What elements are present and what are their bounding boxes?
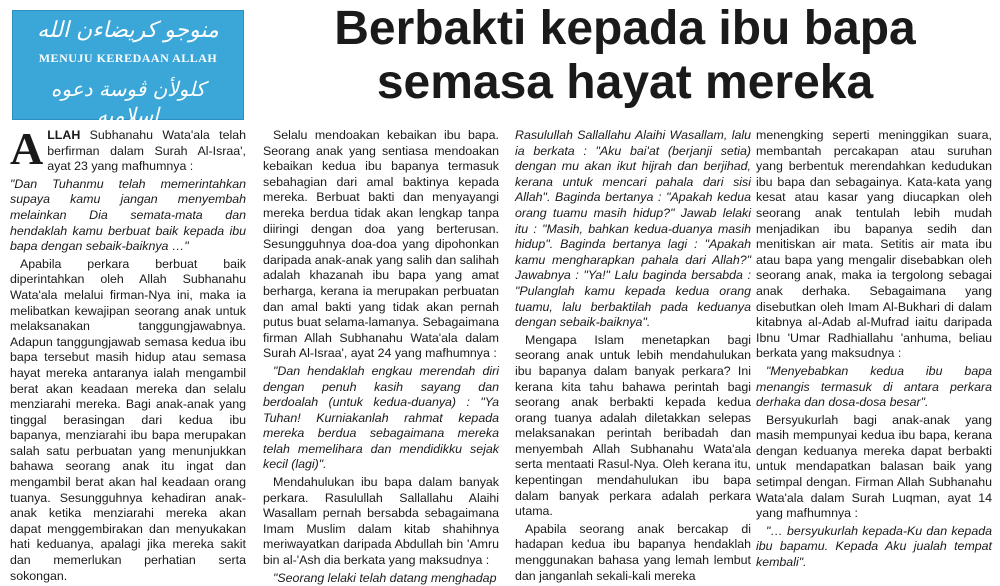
quote: "Seorang lelaki telah datang menghadap xyxy=(273,570,497,585)
quote: "Dan hendaklah engkau merendah diri dengan penuh kasih sayang dan berdoalah (untuk kedua-duanya) : "Ya Tuhan! Kurniakanlah rahmat kepada mereka berdua sebagaimana mereka telah memelihara dan mendidikku sejak kecil (lagi)". xyxy=(263,363,499,472)
column-3 xyxy=(515,128,751,583)
paragraph: menengking seperti meninggikan suara, membantah percakapan atau suruhan yang berbentuk merendahkan kedudukan ibu bapa dan sebagainya. Kata-kata yang kesat atau kasar yang diucapkan oleh seorang anak tentulah lebih mudah menjadikan ibu bapanya sedih dan menitiskan air mata. Setitis air mata ibu atau bapa yang mengalir disebabkan oleh seorang anak, maka ia tergolong sebagai anak derhaka. Sebagaimana yang disebutkan oleh Imam Al-Bukhari di dalam kitabnya al-Adab al-Mufrad iaitu daripada Ibnu 'Umar Radhiallahu 'anhuma, beliau berkata yang maksudnya : xyxy=(756,128,992,361)
paragraph: Selalu mendoakan kebaikan ibu bapa. Seorang anak yang sentiasa mendoakan kebaikan kedua ibu bapanya termasuk sebahagian dari amal baktinya kepada mereka. Berbuat bakti dan menyayangi mereka berdua tidak akan lengkap tanpa diiringi dengan doa yang berterusan. Sesungguhnya doa-doa yang dipohonkan daripada anak-anak yang salih dan salihah adalah khazanah ibu bapa yang amat berharga, kerana ia merupakan perbuatan dan amal bakti yang tidak akan pernah putus buat selama-lamanya. Sebagaimana firman Allah Subhanahu Wata'ala dalam Surah Al-Israa', ayat 24 yang mafhumnya : xyxy=(263,128,499,361)
column-1 xyxy=(10,123,246,583)
paragraph xyxy=(10,123,246,175)
masthead-badge xyxy=(12,10,244,127)
article-body xyxy=(10,123,992,585)
article-headline xyxy=(265,2,985,110)
paragraph: Bersyukurlah bagi anak-anak yang masih mempunyai kedua ibu bapa, kerana dengan keduanya mereka dapat berbakti untuk mendapatkan balasan baik yang setimpal dengan. Firman Allah Subhanahu Wata'ala dalam Surah Luqman, ayat 14 yang mafhumnya : xyxy=(756,412,992,521)
badge-arabic-top: منوجو كريضاءن الله xyxy=(37,18,219,43)
column-2 xyxy=(263,128,499,585)
quote: "… bersyukurlah kepada-Ku dan kepada ibu bapamu. Kepada Aku jualah tempat kembali". xyxy=(756,523,992,570)
headline-line-2: semasa hayat mereka xyxy=(376,56,874,109)
headline-line-1: Berbakti kepada ibu bapa xyxy=(334,2,916,55)
quote: Rasulullah Sallallahu Alaihi Wasallam, lalu ia berkata : "Aku bai'at (berjanji setia) dengan mu akan ikut hijrah dan berjihad, kerana untuk mencari pahala dari sisi Allah". Baginda bertanya : "Apakah kedua orang tuamu masih hidup?" Jawab lelaki itu : "Masih, bahkan kedua-duanya masih hidup". Baginda bertanya lagi : "Apakah kamu mengharapkan pahala dari Allah?" Jawabnya : "Ya!" Lalu baginda bersabda : "Pulanglah kamu kepada kedua orang tuamu, lalu berbaktilah pada keduanya dengan sebaik-baiknya". xyxy=(515,128,751,330)
paragraph: Apabila perkara berbuat baik diperintahkan oleh Allah Subhanahu Wata'ala melalui firman-Nya ini, maka ia melibatkan kewajipan seorang anak untuk melaksanakan tanggungjawabnya. Adapun tanggungjawab semasa kedua ibu bapa tersebut masih hidup atau semasa hayat mereka antaranya ialah mengambil berat akan keadaan mereka dan selalu menziarahi mereka. Bagi anak-anak yang tinggal berasingan dari kedua ibu bapanya, menziarahi ibu bapa merupakan salah satu perbuatan yang menunjukkan bahawa seorang anak itu ingat dan mengambil berat akan hal keadaan orang tuanya. Sesungguhnya kehadiran anak-anak ketika menziarahi mereka akan dapat menggembirakan dan menyukakan hati keduanya, apalagi jika mereka sakit dan memerlukan perhatian serta sokongan. xyxy=(10,256,246,583)
badge-arabic-bottom: كلولأن ڤوسة دعوه اسلاميه xyxy=(50,77,206,127)
quote: "Dan Tuhanmu telah memerintahkan supaya kamu jangan menyembah melainkan Dia semata-mata dan hendaklah kamu berbuat baik kepada ibu bapa dengan sebaik-baiknya …" xyxy=(10,176,246,254)
paragraph: Apabila seorang anak bercakap di hadapan kedua ibu bapanya hendaklah menggunakan bahasa yang lemah lembut dan janganlah sekali-kali mereka xyxy=(515,521,751,583)
lead-word: LLAH xyxy=(47,128,81,142)
paragraph: Mendahulukan ibu bapa dalam banyak perkara. Rasulullah Sallallahu Alaihi Wasallam pernah bersabda sebagaimana Imam Muslim dalam kitab shahihnya meriwayatkan daripada Abdullah bin 'Amru bin al-'Ash dia berkata yang maksudnya : xyxy=(263,475,499,568)
paragraph: Mengapa Islam menetapkan bagi seorang anak untuk lebih mendahulukan ibu bapanya dalam banyak perkara? Ini kerana kita tahu bahawa perintah bagi seorang anak berbakti kepada kedua orang tuanya adalah diletakkan selepas melaksanakan perintah beribadah dan menyembah Allah Subhanahu Wata'ala serta mentaati Rasul-Nya. Oleh kerana itu, kepentingan mendahulukan ibu bapa dalam banyak perkara adalah perkara utama. xyxy=(515,332,751,519)
paragraph-text: Subhanahu Wata'ala telah berfirman dalam Surah Al-Israa', ayat 23 yang mafhumnya : xyxy=(47,128,246,174)
column-4 xyxy=(756,128,992,570)
quote: "Menyebabkan kedua ibu bapa menangis termasuk di antara perkara derhaka dan dosa-dosa besar". xyxy=(756,363,992,410)
badge-title: MENUJU KEREDAAN ALLAH xyxy=(38,51,218,65)
drop-cap: A xyxy=(10,123,44,174)
